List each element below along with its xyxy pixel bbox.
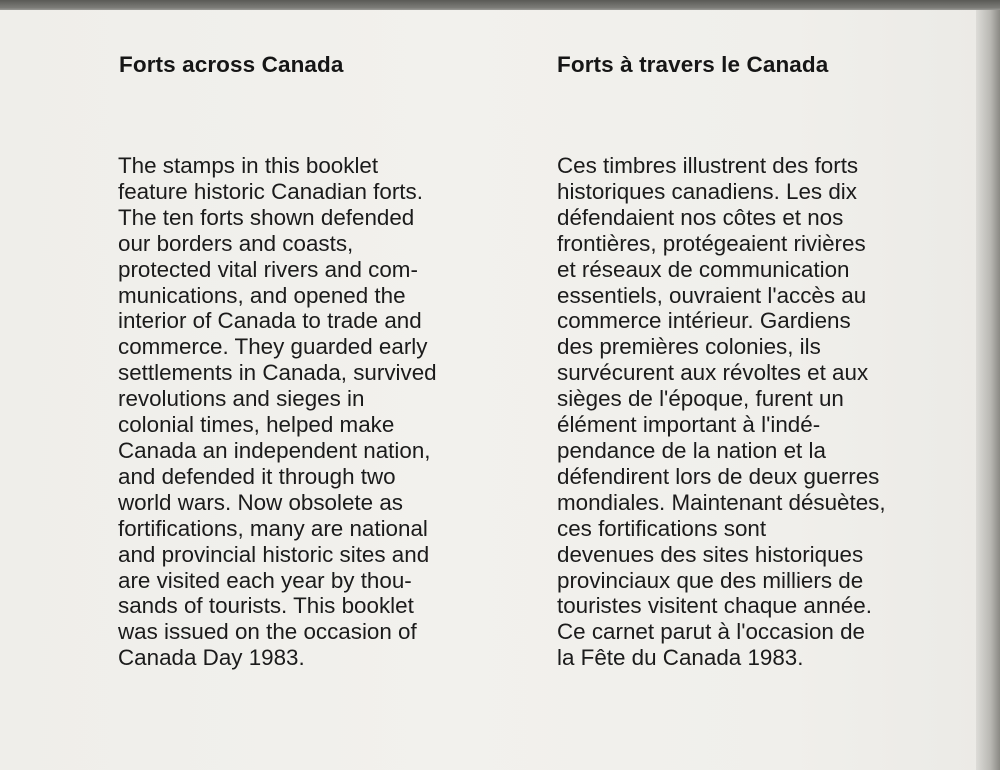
french-line: commerce intérieur. Gardiens bbox=[557, 308, 851, 334]
english-line: and defended it through two bbox=[118, 463, 396, 489]
english-line: fortifications, many are national bbox=[118, 515, 428, 541]
english-line: The ten forts shown defended bbox=[118, 204, 415, 230]
french-line: défendirent lors de deux guerres bbox=[557, 463, 880, 489]
french-body bbox=[557, 153, 886, 671]
english-title: Forts across Canada bbox=[119, 52, 344, 77]
french-line: devenues des sites historiques bbox=[557, 541, 864, 567]
english-line: Canada an independent nation, bbox=[118, 437, 431, 463]
english-line: are visited each year by thou- bbox=[118, 567, 412, 593]
french-title: Forts à travers le Canada bbox=[557, 52, 829, 77]
english-line: protected vital rivers and com- bbox=[118, 256, 418, 282]
french-line: sièges de l'époque, furent un bbox=[557, 386, 844, 412]
french-line: mondiales. Maintenant désuètes, bbox=[557, 489, 886, 515]
english-body bbox=[118, 153, 437, 671]
english-line: and provincial historic sites and bbox=[118, 541, 430, 567]
english-line: Canada Day 1983. bbox=[118, 645, 305, 671]
page-edge bbox=[976, 10, 1000, 770]
french-line: élément important à l'indé- bbox=[557, 412, 821, 438]
english-line: commerce. They guarded early bbox=[118, 334, 428, 360]
french-line: des premières colonies, ils bbox=[557, 334, 821, 360]
french-line: la Fête du Canada 1983. bbox=[557, 645, 804, 671]
french-line: survécurent aux révoltes et aux bbox=[557, 360, 869, 386]
french-line: frontières, protégeaient rivières bbox=[557, 230, 866, 256]
french-line: touristes visitent chaque année. bbox=[557, 593, 872, 619]
english-line: colonial times, helped make bbox=[118, 412, 395, 438]
french-line: défendaient nos côtes et nos bbox=[557, 204, 844, 230]
english-line: world wars. Now obsolete as bbox=[118, 489, 403, 515]
english-line: interior of Canada to trade and bbox=[118, 308, 422, 334]
french-line: historiques canadiens. Les dix bbox=[557, 178, 857, 204]
english-line: our borders and coasts, bbox=[118, 230, 354, 256]
french-line: ces fortifications sont bbox=[557, 515, 767, 541]
french-line: provinciaux que des milliers de bbox=[557, 567, 864, 593]
english-line: was issued on the occasion of bbox=[118, 619, 417, 645]
french-line: essentiels, ouvraient l'accès au bbox=[557, 282, 867, 308]
english-line: sands of tourists. This booklet bbox=[118, 593, 414, 619]
english-line: revolutions and sieges in bbox=[118, 386, 365, 412]
french-line: pendance de la nation et la bbox=[557, 437, 826, 463]
french-line: Ces timbres illustrent des forts bbox=[557, 153, 859, 178]
english-line: The stamps in this booklet bbox=[118, 153, 379, 178]
english-line: feature historic Canadian forts. bbox=[118, 178, 423, 204]
english-line: munications, and opened the bbox=[118, 282, 406, 308]
english-line: settlements in Canada, survived bbox=[118, 360, 437, 386]
french-line: Ce carnet parut à l'occasion de bbox=[557, 619, 865, 645]
french-line: et réseaux de communication bbox=[557, 256, 850, 282]
